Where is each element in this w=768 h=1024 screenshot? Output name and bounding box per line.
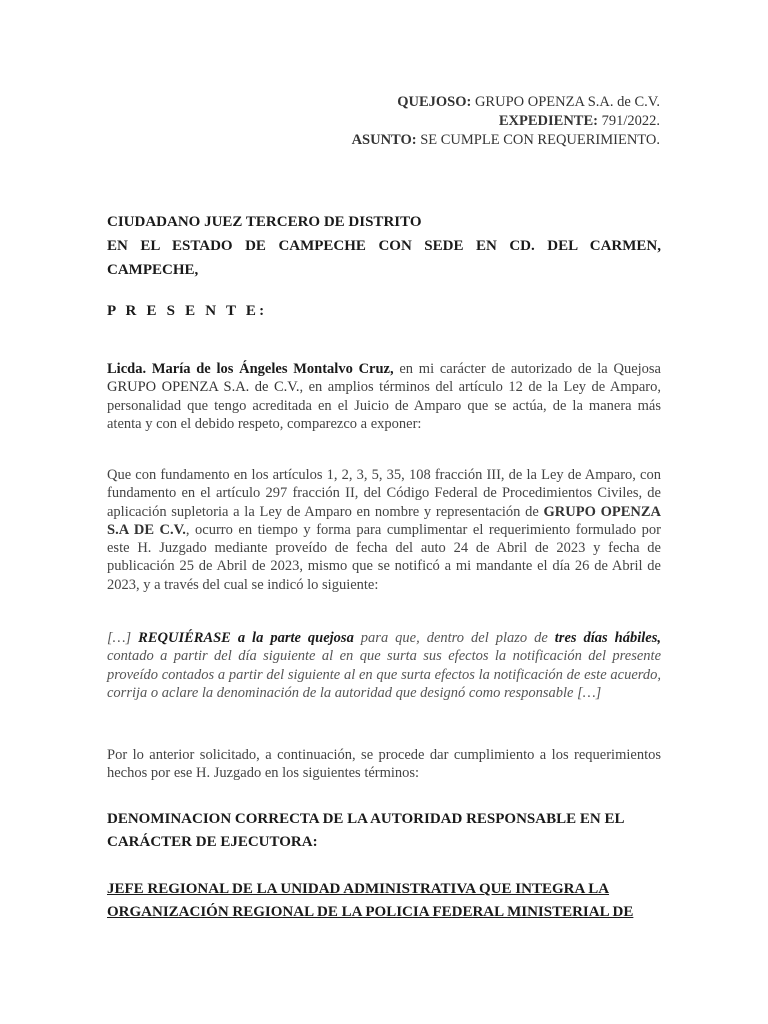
quejoso-value: GRUPO OPENZA S.A. de C.V.	[474, 94, 660, 110]
case-header	[352, 93, 660, 150]
quote-text-a: para que, dentro del plazo de	[353, 630, 555, 646]
intro-text-a: en mi carácter de autorizado de la Quejosa	[393, 361, 661, 377]
asunto-label: ASUNTO:	[351, 132, 417, 148]
legal-company: GRUPO OPENZA S.A DE C.V.	[107, 503, 661, 538]
expediente-label: EXPEDIENTE:	[498, 113, 598, 129]
legal-text-b: , ocurro en tiempo y forma para cumplimentar el requerimiento formulado por este H. Juzgado mediante proveído de fecha del auto 24 de Abril de 2023 y fecha de publicación 25 de Abril de 2023, mismo que se notificó a mi mandante el día 26 de Abril de 2023, y a través del cual se indicó lo siguiente:	[107, 521, 661, 593]
authority-name-heading: JEFE REGIONAL DE LA UNIDAD ADMINISTRATIVA QUE INTEGRA LA ORGANIZACIÓN REGIONAL DE LA POLICIA FEDERAL MINISTERIAL DE	[107, 881, 634, 920]
asunto-value: SE CUMPLE CON REQUERIMIENTO.	[420, 132, 660, 148]
legal-text-a: Que con fundamento en los artículos 1, 2, 3, 5, 35, 108 fracción III, de la Ley de Amparo, con fundamento en el artículo 297 fracción II, del Código Federal de Procedimientos Civiles, de aplicación supletoria a la Ley de Amparo en nombre y representación de	[107, 467, 661, 520]
quoted-requirement	[107, 629, 661, 702]
quote-bold-b: tres días hábiles,	[554, 630, 661, 646]
intro-paragraph	[107, 360, 661, 433]
addressee-line1: CIUDADANO JUEZ TERCERO DE DISTRITO	[107, 214, 422, 230]
authority-heading: DENOMINACION CORRECTA DE LA AUTORIDAD RESPONSABLE EN EL CARÁCTER DE EJECUTORA:	[107, 811, 624, 850]
compliance-paragraph: Por lo anterior solicitado, a continuación, se procede dar cumplimiento a los requerimientos hechos por ese H. Juzgado en los siguientes términos:	[107, 747, 661, 782]
expediente-line	[352, 112, 660, 131]
addressee-line2: EN EL ESTADO DE CAMPECHE CON SEDE EN CD. DEL CARMEN,	[107, 238, 661, 254]
expediente-value: 791/2022.	[601, 113, 660, 129]
signer-name: Licda. María de los Ángeles Montalvo Cruz,	[107, 361, 394, 377]
intro-text-b: , en amplios términos del artículo 12 de la Ley de Amparo, personalidad que tengo acreditada en el Juicio de Amparo que se actúa, de la manera más atenta y con el debido respeto, comparezco a exponer:	[107, 379, 661, 432]
quejoso-line	[352, 93, 660, 112]
quote-text-b: contado a partir del día siguiente al en que surta sus efectos la notificación del presente proveído contados a partir del siguiente al en que surta efectos la notificación de este acuerdo, corrija o aclare la denominación de la autoridad que designó como responsable […]	[107, 648, 661, 701]
addressee-block	[107, 210, 661, 282]
addressee-line3: CAMPECHE,	[107, 262, 199, 278]
quejoso-label: QUEJOSO:	[397, 94, 472, 110]
asunto-line	[352, 131, 660, 150]
quote-open: […]	[107, 630, 139, 646]
presente-heading: P R E S E N T E:	[107, 303, 268, 319]
legal-basis-paragraph	[107, 466, 661, 594]
quote-bold-a: REQUIÉRASE a la parte quejosa	[138, 630, 354, 646]
intro-company: GRUPO OPENZA S.A. de C.V.	[107, 379, 300, 396]
